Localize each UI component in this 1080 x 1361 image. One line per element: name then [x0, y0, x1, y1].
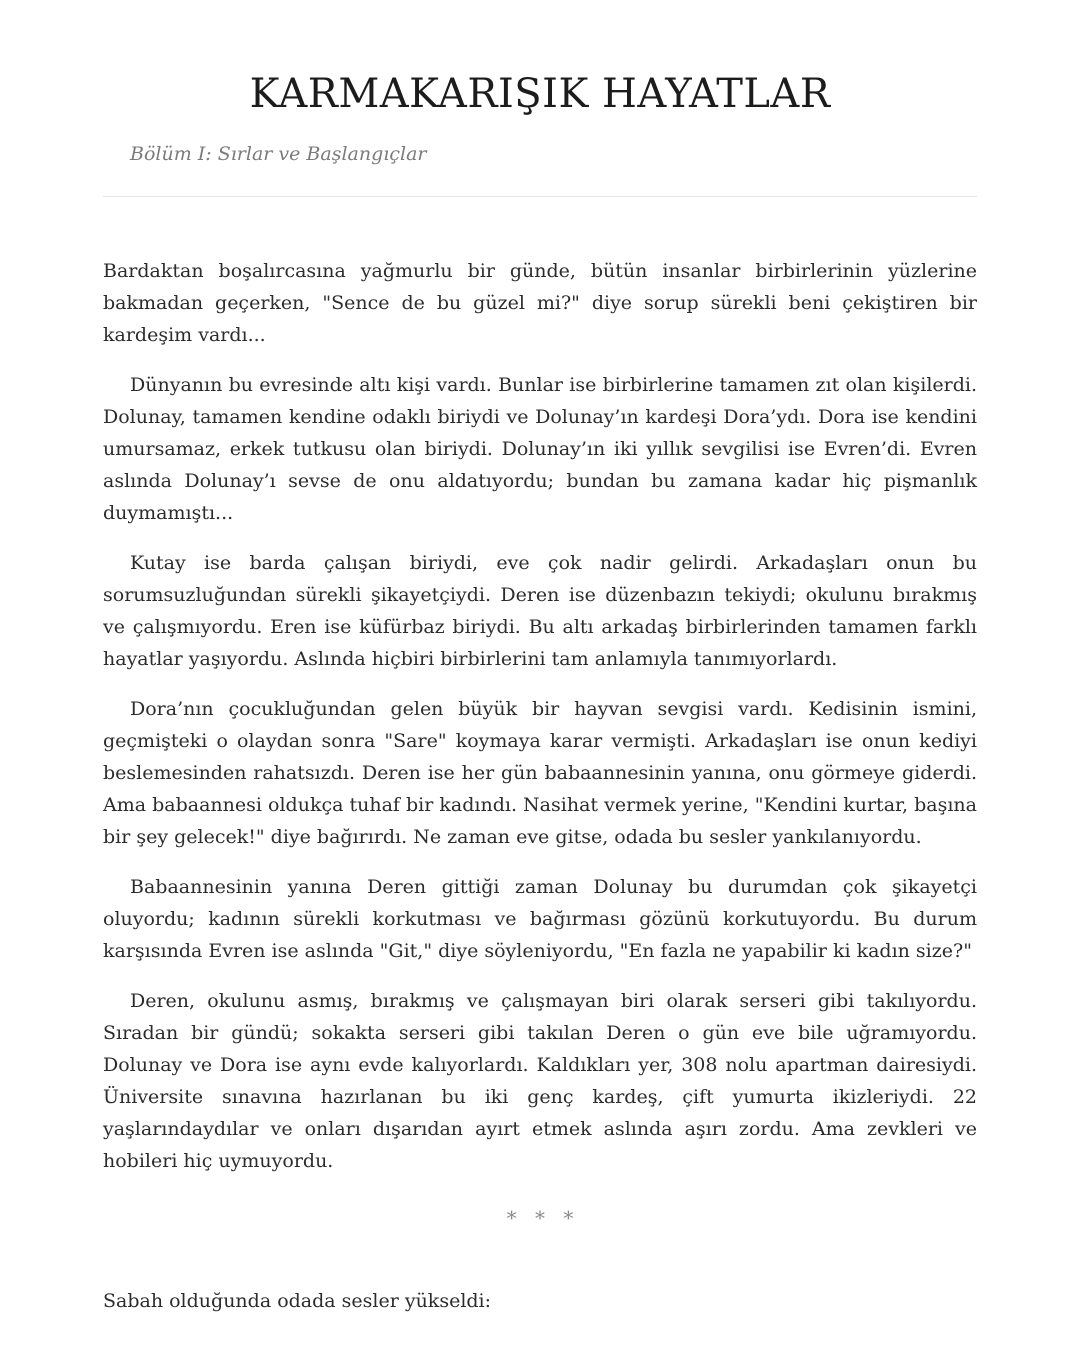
paragraph: Dora’nın çocukluğundan gelen büyük bir hayvan sevgisi vardı. Kedisinin ismini, geçmişteki o olaydan sonra "Sare" koymaya karar vermişti. Arkadaşları ise onun kediyi beslemesinden rahatsızdı. Deren ise her gün babaannesinin yanına, onu görmeye giderdi. Ama babaannesi oldukça tuhaf bir kadındı. Nasihat vermek yerine, "Kendini kurtar, başına bir şey gelecek!" diye bağırırdı. Ne zaman eve gitse, odada bu sesler yankılanıyordu. — [103, 698, 977, 848]
paragraph-opening: Bardaktan boşalırcasına yağmurlu bir günde, bütün insanlar birbirlerinin yüzlerine bakmadan geçerken, "Sence de bu güzel mi?" diye sorup sürekli beni çekiştiren bir kardeşim vardı... — [103, 260, 977, 346]
header-divider — [103, 196, 977, 197]
paragraph: Dünyanın bu evresinde altı kişi vardı. Bunlar ise birbirlerine tamamen zıt olan kişilerdi. Dolunay, tamamen kendine odaklı biriydi ve Dolunay’ın kardeşi Dora’ydı. Dora ise kendini umursamaz, erkek tutkusu olan biriydi. Dolunay’ın iki yıllık sevgilisi ise Evren’di. Evren aslında Dolunay’ı sevse de onu aldatıyordu; bundan bu zamana kadar hiç pişmanlık duymamıştı... — [103, 374, 977, 524]
book-title: KARMAKARIŞIK HAYATLAR — [249, 71, 831, 117]
document-page — [103, 0, 977, 1336]
chapter-subtitle: Bölüm I: Sırlar ve Başlangıçlar — [130, 143, 427, 165]
paragraph: Deren, okulunu asmış, bırakmış ve çalışmayan biri olarak serseri gibi takılıyordu. Sıradan bir gündü; sokakta serseri gibi takılan Deren o gün eve bile uğramıyordu. Dolunay ve Dora ise aynı evde kalıyorlardı. Kaldıkları yer, 308 nolu apartman dairesiydi. Üniversite sınavına hazırlanan bu iki genç kardeş, çift yumurta ikizleriydi. 22 yaşlarındaydılar ve onları dışarıdan ayırt etmek aslında aşırı zordu. Ama zevkleri ve hobileri hiç uymuyordu. — [103, 990, 977, 1172]
chapter-body — [103, 255, 977, 1177]
closing-line: Sabah olduğunda odada sesler yükseldi: — [103, 1290, 492, 1312]
scene-separator: * * * — [506, 1206, 580, 1230]
paragraph: Kutay ise barda çalışan biriydi, eve çok nadir gelirdi. Arkadaşları onun bu sorumsuzluğundan sürekli şikayetçiydi. Deren ise düzenbazın tekiydi; okulunu bırakmış ve çalışmıyordu. Eren ise küfürbaz biriydi. Bu altı arkadaş birbirlerinden tamamen farklı hayatlar yaşıyordu. Aslında hiçbiri birbirlerini tam anlamıyla tanımıyorlardı. — [103, 552, 977, 670]
paragraph: Babaannesinin yanına Deren gittiği zaman Dolunay bu durumdan çok şikayetçi oluyordu; kadının sürekli korkutması ve bağırması gözünü korkutuyordu. Bu durum karşısında Evren ise aslında "Git," diye söyleniyordu, "En fazla ne yapabilir ki kadın size?" — [103, 876, 977, 962]
